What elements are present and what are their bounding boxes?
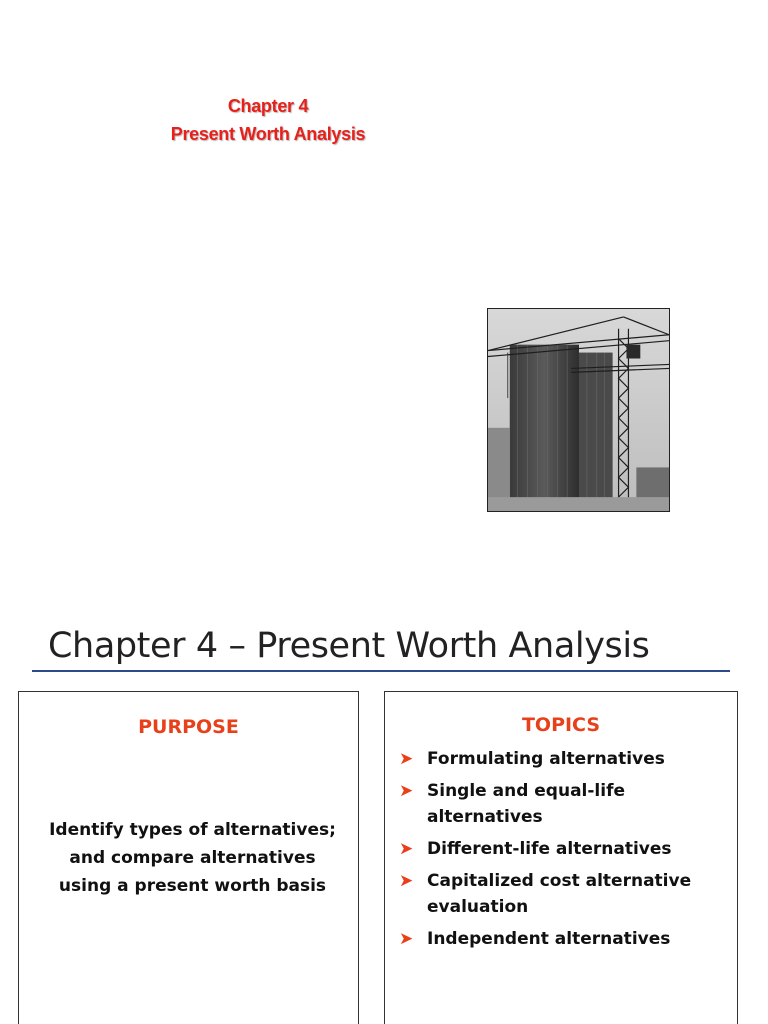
construction-photo-illustration <box>488 309 669 511</box>
topic-text: Formulating alternatives <box>427 749 665 769</box>
arrow-bullet-icon: ➤ <box>399 749 414 769</box>
list-item <box>399 926 733 952</box>
purpose-line: Identify types of alternatives; <box>49 820 336 840</box>
slide-title: Chapter 4 – Present Worth Analysis <box>48 626 650 666</box>
arrow-bullet-icon: ➤ <box>399 929 414 949</box>
arrow-bullet-icon: ➤ <box>399 839 414 859</box>
title-slide-heading <box>160 92 376 148</box>
topic-text: Different-life alternatives <box>427 839 672 859</box>
purpose-box <box>18 691 359 1024</box>
overview-slide <box>0 590 768 1024</box>
construction-photo <box>487 308 670 512</box>
topic-text: Single and equal-life alternatives <box>427 781 626 827</box>
list-item <box>399 778 733 830</box>
arrow-bullet-icon: ➤ <box>399 871 414 891</box>
purpose-text <box>29 816 356 900</box>
chapter-number: Chapter 4 <box>227 96 309 116</box>
list-item <box>399 868 733 920</box>
topics-list <box>399 746 733 958</box>
topics-box <box>384 691 738 1024</box>
purpose-heading: PURPOSE <box>138 716 239 738</box>
topic-text: Capitalized cost alternative evaluation <box>427 871 692 917</box>
topics-heading: TOPICS <box>521 714 601 736</box>
chapter-title: Present Worth Analysis <box>170 124 366 144</box>
arrow-bullet-icon: ➤ <box>399 781 414 801</box>
title-underline <box>32 670 730 672</box>
purpose-line: using a present worth basis <box>58 876 327 896</box>
list-item <box>399 746 733 772</box>
list-item <box>399 836 733 862</box>
topic-text: Independent alternatives <box>427 929 671 949</box>
purpose-line: and compare alternatives <box>69 848 316 868</box>
